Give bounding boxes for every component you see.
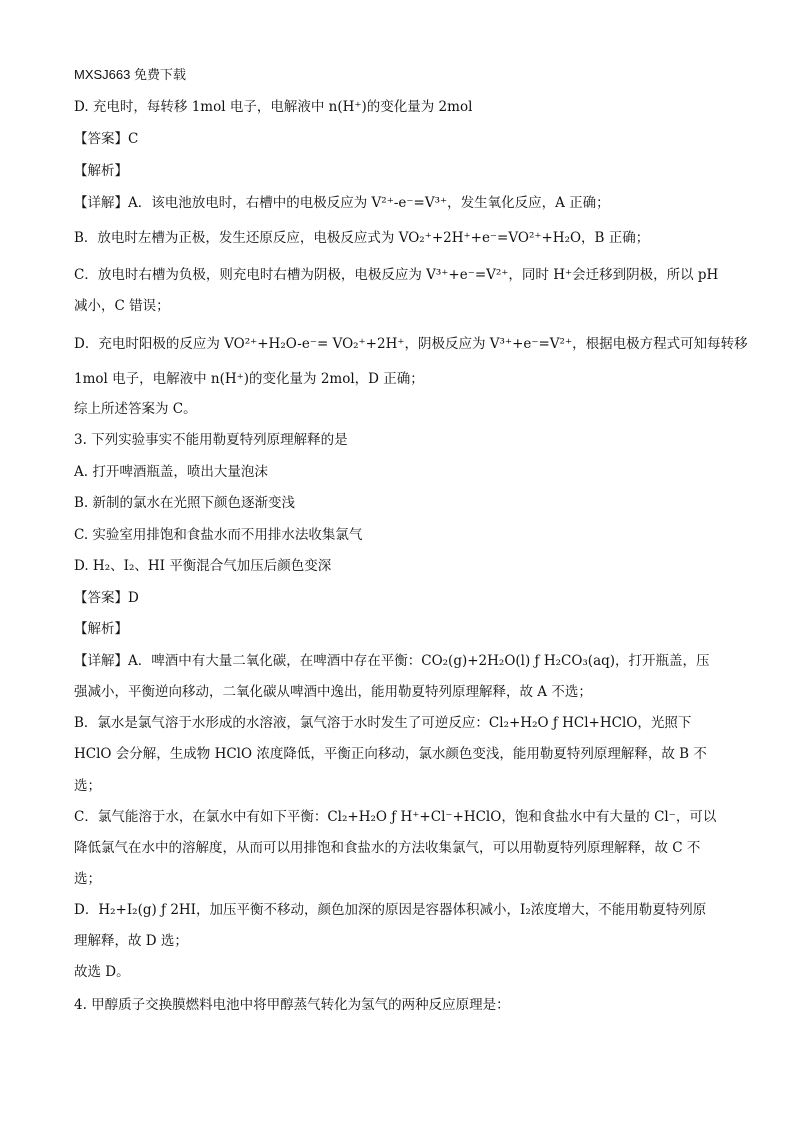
text-line: 综上所述答案为 C。 bbox=[74, 401, 197, 417]
text-line: HClO 会分解，生成物 HClO 浓度降低，平衡正向移动，氯水颜色变浅，能用勒夏特列原理解释，故 B 不 bbox=[74, 746, 707, 762]
text-line: 减小，C 错误； bbox=[74, 298, 170, 314]
text-line: 选； bbox=[74, 778, 101, 794]
analysis-label: 【解析】 bbox=[74, 163, 128, 179]
text-line: 选； bbox=[74, 871, 101, 887]
text-line: B．氯水是氯气溶于水形成的水溶液，氯气溶于水时发生了可逆反应：Cl₂+H₂O ƒ HCl+HClO，光照下 bbox=[74, 715, 692, 731]
option-d: D. H₂、I₂、HI 平衡混合气加压后颜色变深 bbox=[74, 558, 332, 574]
text-line: 理解释，故 D 选； bbox=[74, 933, 188, 949]
option-c: C. 实验室用排饱和食盐水而不用排水法收集氯气 bbox=[74, 527, 363, 543]
text-line: 1mol 电子，电解液中 n(H⁺)的变化量为 2mol，D 正确； bbox=[74, 371, 424, 387]
text-line: C．氯气能溶于水，在氯水中有如下平衡：Cl₂+H₂O ƒ H⁺+Cl⁻+HClO，饱和食盐水中有大量的 Cl⁻，可以 bbox=[74, 809, 717, 825]
source-header: MXSJ663 免费下载 bbox=[74, 67, 186, 82]
question-stem: 3. 下列实验事实不能用勒夏特列原理解释的是 bbox=[74, 432, 348, 448]
answer-label: 【答案】C bbox=[74, 131, 139, 147]
text-line: C．放电时右槽为负极，则充电时右槽为阴极，电极反应为 V³⁺+e⁻=V²⁺，同时 H⁺会迁移到阴极，所以 pH bbox=[74, 267, 719, 283]
text-line: D．充电时阳极的反应为 VO²⁺+H₂O-e⁻= VO₂⁺+2H⁺，阴极反应为 V³⁺+e⁻=V²⁺，根据电极方程式可知每转移 bbox=[74, 336, 748, 352]
option-b: B. 新制的氯水在光照下颜色逐渐变浅 bbox=[74, 495, 296, 511]
text-line: D．H₂+I₂(g) ƒ 2HI，加压平衡不移动，颜色加深的原因是容器体积减小，I₂浓度增大，不能用勒夏特列原 bbox=[74, 902, 707, 918]
text-line: 【详解】A．啤酒中有大量二氧化碳，在啤酒中存在平衡：CO₂(g)+2H₂O(l) ƒ H₂CO₃(aq)，打开瓶盖，压 bbox=[74, 653, 710, 669]
text-line: D. 充电时，每转移 1mol 电子，电解液中 n(H⁺)的变化量为 2mol bbox=[74, 99, 473, 115]
text-line: 降低氯气在水中的溶解度，从而可以用排饱和食盐水的方法收集氯气，可以用勒夏特列原理解释，故 C 不 bbox=[74, 840, 701, 856]
analysis-label: 【解析】 bbox=[74, 621, 128, 637]
option-a: A. 打开啤酒瓶盖，喷出大量泡沫 bbox=[74, 464, 268, 480]
text-line: 【详解】A．该电池放电时，右槽中的电极反应为 V²⁺-e⁻=V³⁺，发生氧化反应，A 正确； bbox=[74, 195, 610, 211]
text-line: 强减小，平衡逆向移动，二氧化碳从啤酒中逸出，能用勒夏特列原理解释，故 A 不选； bbox=[74, 684, 592, 700]
question-stem: 4. 甲醇质子交换膜燃料电池中将甲醇蒸气转化为氢气的两种反应原理是： bbox=[74, 997, 510, 1013]
answer-label: 【答案】D bbox=[74, 590, 139, 606]
text-line: 故选 D。 bbox=[74, 964, 130, 980]
text-line: B．放电时左槽为正极，发生还原反应，电极反应式为 VO₂⁺+2H⁺+e⁻=VO²⁺+H₂O，B 正确； bbox=[74, 230, 650, 246]
